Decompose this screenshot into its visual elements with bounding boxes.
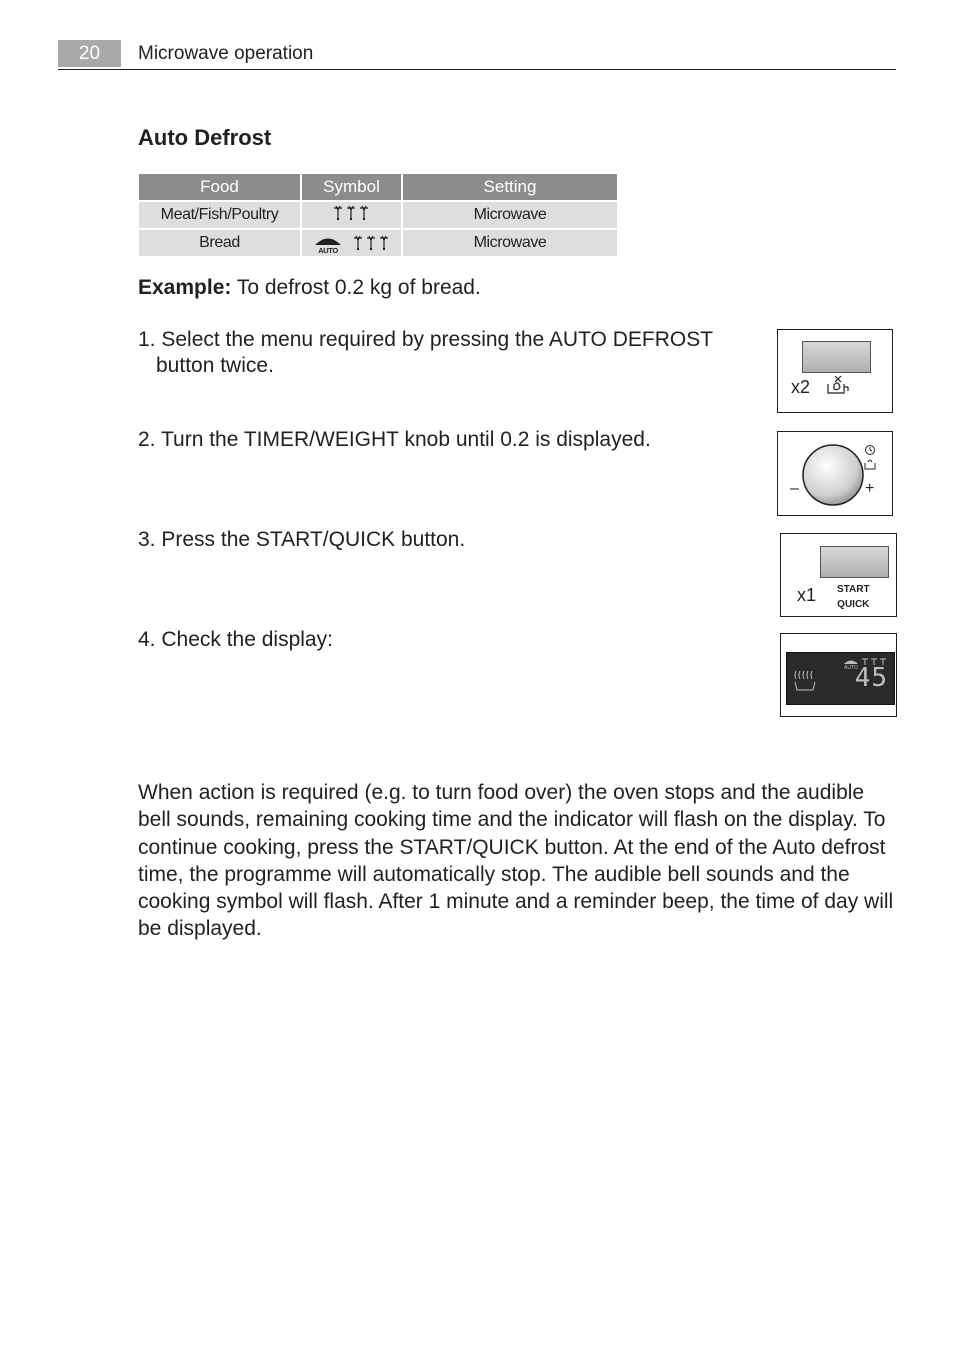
timer-weight-knob-figure xyxy=(777,431,893,516)
bread-auto-icon xyxy=(312,232,344,254)
food-cell: Bread xyxy=(139,230,300,256)
auto-defrost-button-figure xyxy=(777,329,893,413)
step-1-line-1: 1. Select the menu required by pressing the AUTO DEFROST xyxy=(138,328,714,351)
start-quick-button-figure xyxy=(780,533,897,617)
oven-display-figure xyxy=(780,633,897,717)
step-3: 3. Press the START/QUICK button. xyxy=(138,528,466,551)
symbol-cell xyxy=(302,202,401,228)
display-time: 45 xyxy=(854,663,888,693)
step-1-line-2: button twice. xyxy=(156,354,274,377)
col-setting: Setting xyxy=(403,174,617,200)
press-count: x2 xyxy=(791,377,811,397)
step-2: 2. Turn the TIMER/WEIGHT knob until 0.2 is displayed. xyxy=(138,428,651,451)
quick-label: QUICK xyxy=(837,599,870,610)
step-1 xyxy=(138,327,738,379)
weight-icon xyxy=(863,458,877,470)
body-paragraph: When action is required (e.g. to turn food over) the oven stops and the audible bell sounds, remaining cooking time and the indicator will flash on the display. To continue cooking, press the START/QUICK button. At the end of the Auto defrost time, the programme will automatically stop. The audible bell sounds and the cooking symbol will flash. After 1 minute and a reminder beep, the time of day will be displayed. xyxy=(138,781,894,941)
page-number: 20 xyxy=(58,40,121,67)
example-body: To defrost 0.2 kg of bread. xyxy=(231,276,481,299)
food-cell: Meat/Fish/Poultry xyxy=(139,202,300,228)
start-quick-button xyxy=(820,546,889,578)
timer-weight-knob-icon xyxy=(798,442,868,508)
oven-display xyxy=(786,652,895,705)
setting-cell: Microwave xyxy=(403,202,617,228)
minus-sign: – xyxy=(790,480,799,497)
clock-icon xyxy=(864,444,876,456)
auto-label: AUTO xyxy=(317,246,338,254)
start-label: START xyxy=(837,584,870,595)
display-auto-label: AUTO xyxy=(844,665,858,671)
setting-cell: Microwave xyxy=(403,230,617,256)
defrost-symbol-icon xyxy=(826,375,850,397)
step-4: 4. Check the display: xyxy=(138,628,333,651)
microwave-wave-icon xyxy=(793,668,819,692)
section-title: Auto Defrost xyxy=(138,125,272,150)
press-count: x1 xyxy=(797,585,817,605)
col-symbol: Symbol xyxy=(302,174,401,200)
running-header: Microwave operation xyxy=(138,43,314,64)
table-header-row xyxy=(139,174,617,200)
example-text xyxy=(138,276,481,300)
col-food: Food xyxy=(139,174,300,200)
auto-defrost-button xyxy=(802,341,871,373)
meat-defrost-icon xyxy=(332,205,372,221)
header-divider xyxy=(58,69,896,70)
defrost-icon xyxy=(352,235,392,251)
table-row xyxy=(139,202,617,228)
defrost-table xyxy=(137,172,619,258)
example-label: Example: xyxy=(138,276,232,299)
table-row xyxy=(139,230,617,256)
start-quick-label xyxy=(837,582,870,612)
plus-sign: + xyxy=(865,480,875,497)
symbol-cell xyxy=(302,230,401,256)
